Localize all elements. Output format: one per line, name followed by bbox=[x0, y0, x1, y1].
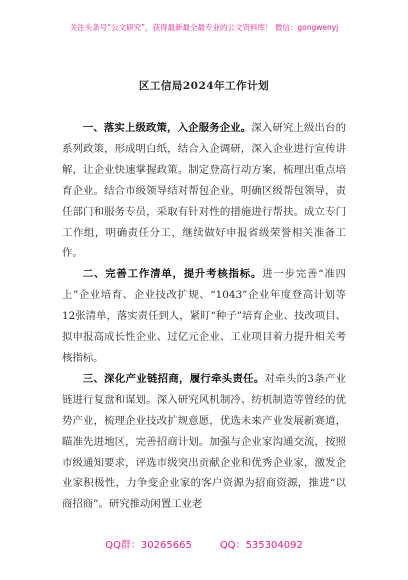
paragraph-1-heading: 一、落实上级政策，入企服务企业。 bbox=[82, 122, 252, 134]
qq-number: QQ：535304092 bbox=[219, 540, 303, 551]
qq-group-number: QQ群：30265665 bbox=[105, 540, 192, 551]
document-body bbox=[62, 118, 346, 515]
paragraph-3 bbox=[62, 369, 346, 515]
paragraph-1-text: 深入研究上级出台的系列政策，形成明白纸，结合入企调研，深入企业进行宣传讲解，让企业快速掌握政策。制定登高行动方案，梳理出重点培育企业。结合市级领导结对帮包企业，明确区级帮包领导，责任部门和服务专员，采取有针对性的措施进行帮扶。成立专门工作组，明确责任分工，继续做好申报省级荣誉相关准备工作。 bbox=[62, 122, 347, 260]
promo-header: 关注头条号“公文研究”，获得最新最全最专业的公文资料库！ 微信：gongwenyj bbox=[69, 23, 339, 32]
paragraph-2-heading: 二、完善工作清单，提升考核指标。 bbox=[82, 268, 263, 281]
paragraph-2 bbox=[62, 264, 346, 369]
paragraph-2-text: 进一步完善“准四上”企业培育、企业技改扩规、“1043”企业年度登高计划等12张清单，落实责任到人，紧盯“种子”培育企业、技改项目、拟申报高成长性企业、过亿元企业、工业项目着力提升相关考核指标。 bbox=[62, 268, 347, 364]
paragraph-3-text: 对牵头的3条产业链进行复盘和谋划。深入研究风机制冷、纺机制造等曾经的优势产业，梳理企业技改扩规意愿，优选未来产业发展新赛道，瞄准先进地区，完善招商计划。加强与企业家沟通交流，按照市级通知要求，评选市级突出贡献企业和优秀企业家，激发企业家积极性，力争变企业家的客户资源为招商资源，推进“以商招商”。研究推动闲置工业老 bbox=[62, 372, 346, 511]
document-title: 区工信局2024年工作计划 bbox=[138, 80, 270, 92]
contact-footer bbox=[0, 536, 408, 551]
paragraph-1 bbox=[62, 118, 346, 264]
paragraph-3-heading: 三、深化产业链招商，履行牵头责任。 bbox=[82, 372, 265, 385]
